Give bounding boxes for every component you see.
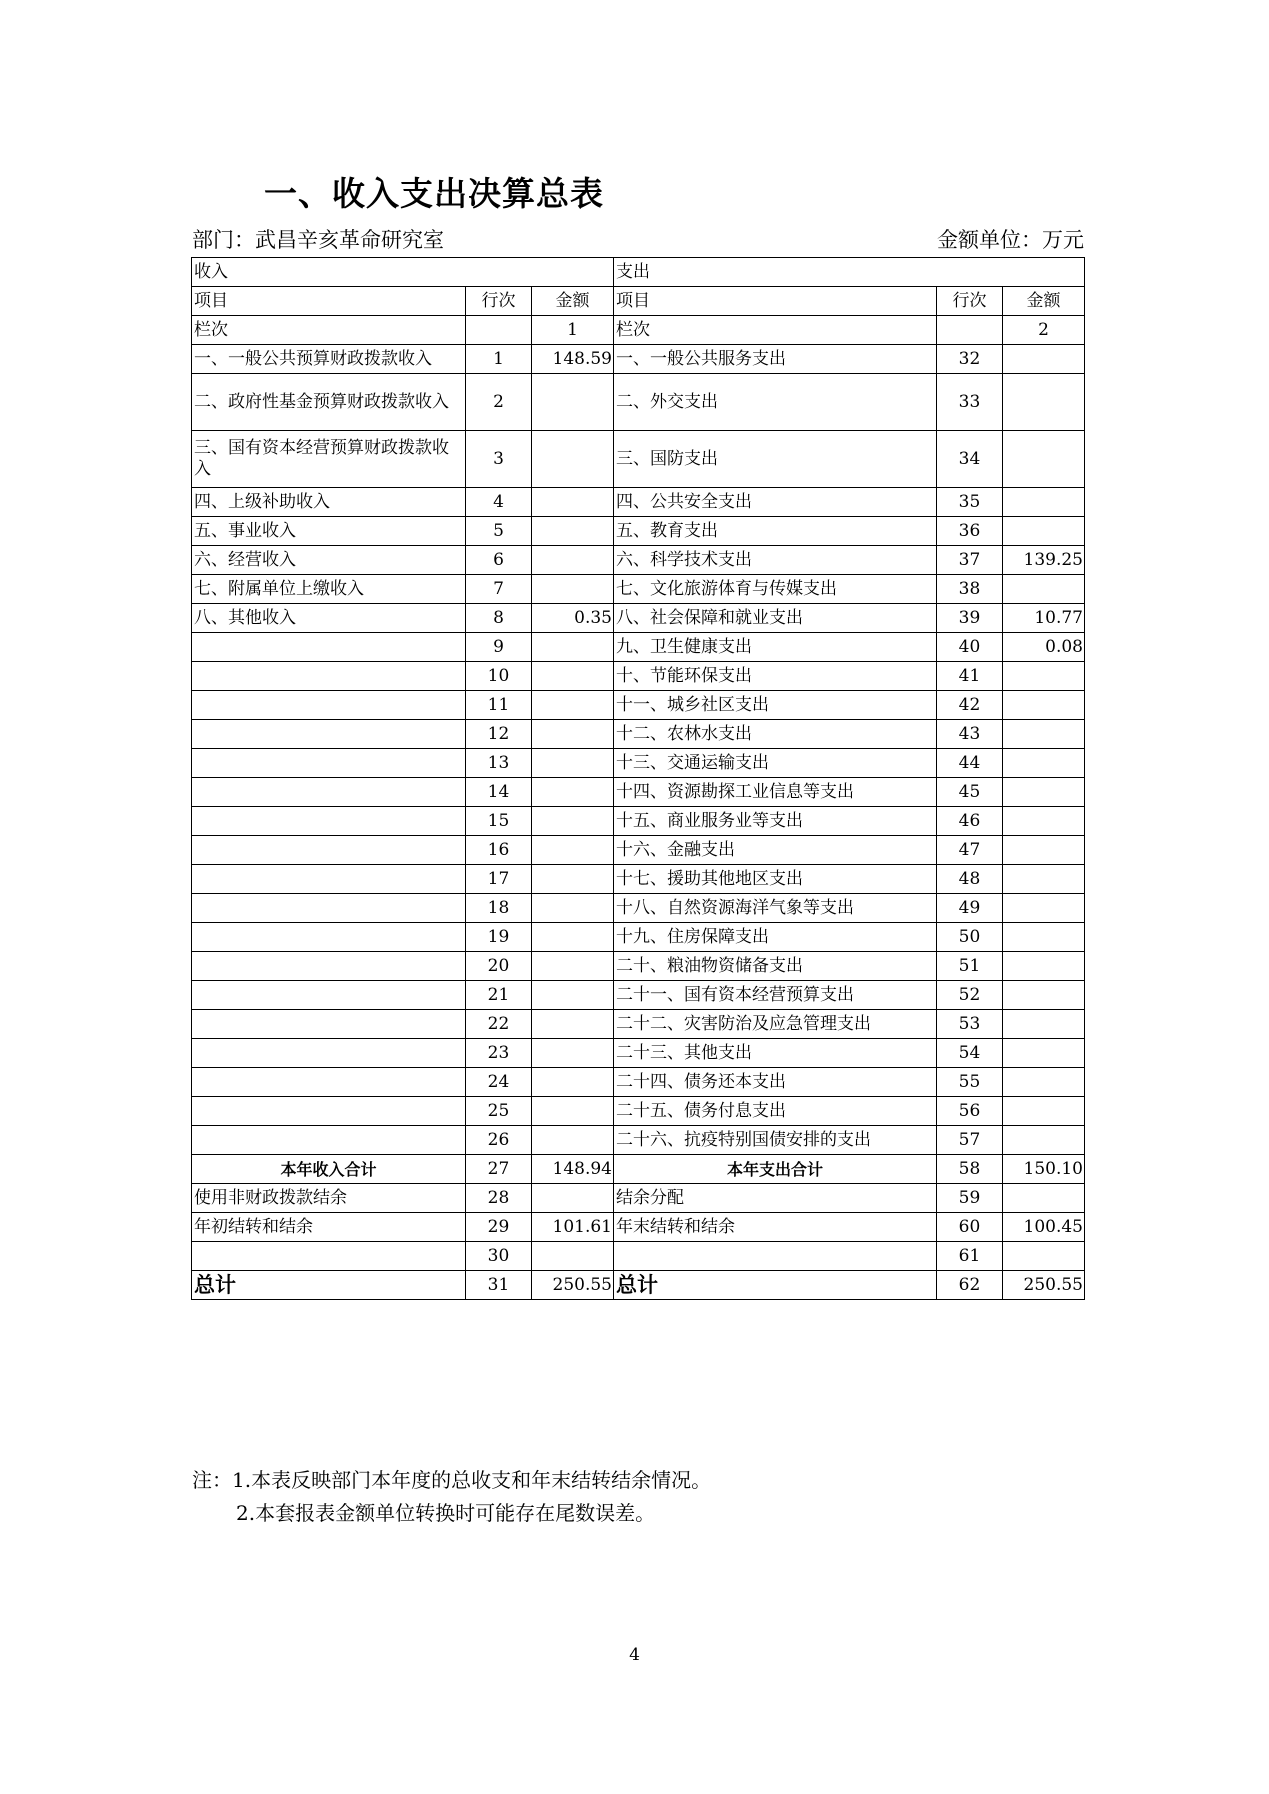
expense-amount-cell (1003, 894, 1085, 923)
expense-lanci-blank (937, 316, 1003, 345)
expense-row-no-cell: 59 (937, 1184, 1003, 1213)
table-row (192, 691, 1085, 720)
income-amount-cell (532, 981, 614, 1010)
lanci-row (192, 316, 1085, 345)
income-lanci-blank (466, 316, 532, 345)
expense-row-no-cell: 53 (937, 1010, 1003, 1039)
income-amount-cell (532, 488, 614, 517)
income-amount-cell (532, 662, 614, 691)
income-row-no-cell: 14 (466, 778, 532, 807)
expense-lanci-label: 栏次 (614, 316, 937, 345)
table-row (192, 1039, 1085, 1068)
table-row (192, 1271, 1085, 1300)
table-row (192, 1155, 1085, 1184)
expense-amount-cell (1003, 691, 1085, 720)
expense-item-cell: 二十四、债务还本支出 (614, 1068, 937, 1097)
income-item-cell (192, 633, 466, 662)
table-row (192, 488, 1085, 517)
expense-amount-cell (1003, 1039, 1085, 1068)
expense-amount-cell (1003, 488, 1085, 517)
income-row-no-cell: 10 (466, 662, 532, 691)
income-item-cell: 一、一般公共预算财政拨款收入 (192, 345, 466, 374)
income-amount-cell (532, 749, 614, 778)
expense-row-no-cell: 33 (937, 374, 1003, 431)
table-row (192, 1068, 1085, 1097)
expense-row-no-cell: 47 (937, 836, 1003, 865)
table-row (192, 345, 1085, 374)
expense-amount-cell (1003, 865, 1085, 894)
income-amount-cell (532, 836, 614, 865)
income-item-cell (192, 749, 466, 778)
expense-item-cell: 七、文化旅游体育与传媒支出 (614, 575, 937, 604)
expense-amount-cell (1003, 720, 1085, 749)
income-row-no-cell: 13 (466, 749, 532, 778)
column-header-row (192, 287, 1085, 316)
income-amount-cell: 101.61 (532, 1213, 614, 1242)
income-row-no-cell: 17 (466, 865, 532, 894)
income-item-cell (192, 865, 466, 894)
expense-item-cell: 二、外交支出 (614, 374, 937, 431)
income-row-no-cell: 15 (466, 807, 532, 836)
income-item-cell (192, 894, 466, 923)
income-row-no-cell: 2 (466, 374, 532, 431)
income-amount-cell (532, 865, 614, 894)
expense-amount-cell (1003, 1010, 1085, 1039)
income-amount-cell (532, 546, 614, 575)
income-amount-cell (532, 633, 614, 662)
table-row (192, 1010, 1085, 1039)
income-row-no-cell: 12 (466, 720, 532, 749)
expense-amount-cell (1003, 1097, 1085, 1126)
expense-item-cell: 二十、粮油物资储备支出 (614, 952, 937, 981)
income-amount-cell (532, 1097, 614, 1126)
table-row (192, 836, 1085, 865)
table-row (192, 1097, 1085, 1126)
income-item-cell: 七、附属单位上缴收入 (192, 575, 466, 604)
income-item-cell: 本年收入合计 (192, 1155, 466, 1184)
income-item-cell: 使用非财政拨款结余 (192, 1184, 466, 1213)
income-item-cell (192, 662, 466, 691)
income-item-cell (192, 981, 466, 1010)
expense-item-cell: 二十三、其他支出 (614, 1039, 937, 1068)
income-amount-cell: 148.59 (532, 345, 614, 374)
expense-row-no-cell: 42 (937, 691, 1003, 720)
expense-item-cell: 二十一、国有资本经营预算支出 (614, 981, 937, 1010)
section-header-row (192, 258, 1085, 287)
expense-row-no-cell: 39 (937, 604, 1003, 633)
department-label: 部门：武昌辛亥革命研究室 (192, 228, 444, 252)
income-row-no-cell: 1 (466, 345, 532, 374)
income-row-no-cell: 3 (466, 431, 532, 488)
expense-row-no-cell: 46 (937, 807, 1003, 836)
income-row-no-cell: 4 (466, 488, 532, 517)
expense-item-cell: 九、卫生健康支出 (614, 633, 937, 662)
income-amount-cell: 0.35 (532, 604, 614, 633)
expense-item-cell (614, 1242, 937, 1271)
income-item-cell (192, 1039, 466, 1068)
expense-col-no: 2 (1003, 316, 1085, 345)
income-item-cell (192, 1097, 466, 1126)
income-amount-cell (532, 1010, 614, 1039)
expense-row-no-cell: 49 (937, 894, 1003, 923)
expense-item-cell: 二十五、债务付息支出 (614, 1097, 937, 1126)
expense-amount-cell (1003, 778, 1085, 807)
table-row (192, 633, 1085, 662)
table-row (192, 778, 1085, 807)
expense-row-no-cell: 61 (937, 1242, 1003, 1271)
income-amount-cell (532, 923, 614, 952)
table-row (192, 865, 1085, 894)
table-row (192, 923, 1085, 952)
expense-amount-cell: 139.25 (1003, 546, 1085, 575)
income-amount-cell (532, 575, 614, 604)
expense-item-cell: 五、教育支出 (614, 517, 937, 546)
income-item-cell: 四、上级补助收入 (192, 488, 466, 517)
expense-row-no-cell: 32 (937, 345, 1003, 374)
table-row (192, 1242, 1085, 1271)
income-amount-cell (532, 1242, 614, 1271)
expense-row-no-cell: 44 (937, 749, 1003, 778)
income-amount-cell (532, 807, 614, 836)
income-amount-cell (532, 778, 614, 807)
expense-item-cell: 十九、住房保障支出 (614, 923, 937, 952)
income-amount-cell (532, 720, 614, 749)
expense-amount-cell (1003, 749, 1085, 778)
table-row (192, 431, 1085, 488)
expense-row-no-cell: 34 (937, 431, 1003, 488)
expense-item-cell: 二十六、抗疫特别国债安排的支出 (614, 1126, 937, 1155)
income-row-no-cell: 29 (466, 1213, 532, 1242)
income-item-cell (192, 923, 466, 952)
income-row-no-cell: 31 (466, 1271, 532, 1300)
expense-amount-cell (1003, 1184, 1085, 1213)
expense-amount-cell (1003, 575, 1085, 604)
expense-item-cell: 十、节能环保支出 (614, 662, 937, 691)
income-row-no-cell: 19 (466, 923, 532, 952)
expense-item-cell: 结余分配 (614, 1184, 937, 1213)
expense-row-no-cell: 56 (937, 1097, 1003, 1126)
expense-row-no-cell: 41 (937, 662, 1003, 691)
table-row (192, 575, 1085, 604)
expense-amount-cell: 150.10 (1003, 1155, 1085, 1184)
income-item-cell (192, 1242, 466, 1271)
expense-amount-cell (1003, 807, 1085, 836)
expense-amount-cell (1003, 981, 1085, 1010)
income-amount-cell (532, 1184, 614, 1213)
income-item-cell: 二、政府性基金预算财政拨款收入 (192, 374, 466, 431)
income-amount-header: 金额 (532, 287, 614, 316)
expense-amount-cell (1003, 836, 1085, 865)
expense-row-no-cell: 38 (937, 575, 1003, 604)
income-row-no-cell: 25 (466, 1097, 532, 1126)
income-row-no-cell: 24 (466, 1068, 532, 1097)
income-row-no-cell: 6 (466, 546, 532, 575)
expense-amount-cell (1003, 374, 1085, 431)
income-item-cell (192, 1068, 466, 1097)
income-row-no-cell: 21 (466, 981, 532, 1010)
table-row (192, 807, 1085, 836)
expense-item-cell: 四、公共安全支出 (614, 488, 937, 517)
income-row-no-cell: 23 (466, 1039, 532, 1068)
income-item-cell (192, 1126, 466, 1155)
expense-row-no-cell: 35 (937, 488, 1003, 517)
income-amount-cell (532, 1068, 614, 1097)
income-row-no-cell: 8 (466, 604, 532, 633)
expense-item-cell: 八、社会保障和就业支出 (614, 604, 937, 633)
income-row-no-cell: 7 (466, 575, 532, 604)
income-item-cell: 年初结转和结余 (192, 1213, 466, 1242)
income-amount-cell (532, 952, 614, 981)
expense-row-no-cell: 52 (937, 981, 1003, 1010)
income-amount-cell (532, 691, 614, 720)
expense-amount-cell (1003, 345, 1085, 374)
income-row-no-cell: 22 (466, 1010, 532, 1039)
budget-table (191, 257, 1085, 1300)
income-row-no-cell: 28 (466, 1184, 532, 1213)
expense-item-cell: 本年支出合计 (614, 1155, 937, 1184)
note-2: 2.本套报表金额单位转换时可能存在尾数误差。 (236, 1501, 656, 1525)
income-item-cell (192, 691, 466, 720)
expense-amount-cell: 0.08 (1003, 633, 1085, 662)
expense-amount-cell (1003, 952, 1085, 981)
expense-row-no-cell: 37 (937, 546, 1003, 575)
expense-row-no-cell: 50 (937, 923, 1003, 952)
income-item-cell: 总计 (192, 1271, 466, 1300)
expense-amount-cell (1003, 1242, 1085, 1271)
expense-row-no-cell: 62 (937, 1271, 1003, 1300)
expense-item-cell: 十六、金融支出 (614, 836, 937, 865)
table-row (192, 1213, 1085, 1242)
table-row (192, 1184, 1085, 1213)
table-row (192, 1126, 1085, 1155)
income-row-no-cell: 27 (466, 1155, 532, 1184)
expense-row-no-cell: 57 (937, 1126, 1003, 1155)
expense-item-cell: 十一、城乡社区支出 (614, 691, 937, 720)
table-row (192, 981, 1085, 1010)
expense-row-header: 行次 (937, 287, 1003, 316)
note-1: 注：1.本表反映部门本年度的总收支和年末结转结余情况。 (192, 1468, 712, 1492)
expense-amount-cell (1003, 1068, 1085, 1097)
table-row (192, 952, 1085, 981)
expense-row-no-cell: 45 (937, 778, 1003, 807)
income-section-label: 收入 (192, 258, 614, 287)
income-amount-cell (532, 517, 614, 546)
expense-item-cell: 一、一般公共服务支出 (614, 345, 937, 374)
income-col-no: 1 (532, 316, 614, 345)
expense-item-cell: 六、科学技术支出 (614, 546, 937, 575)
expense-item-cell: 二十二、灾害防治及应急管理支出 (614, 1010, 937, 1039)
page-title: 一、收入支出决算总表 (264, 174, 604, 213)
expense-amount-cell: 250.55 (1003, 1271, 1085, 1300)
income-row-no-cell: 20 (466, 952, 532, 981)
table-row (192, 374, 1085, 431)
income-row-no-cell: 11 (466, 691, 532, 720)
expense-section-label: 支出 (614, 258, 1085, 287)
income-amount-cell (532, 894, 614, 923)
table-row (192, 749, 1085, 778)
table-row (192, 662, 1085, 691)
income-item-cell (192, 778, 466, 807)
expense-row-no-cell: 43 (937, 720, 1003, 749)
expense-row-no-cell: 36 (937, 517, 1003, 546)
income-item-cell (192, 807, 466, 836)
expense-item-cell: 三、国防支出 (614, 431, 937, 488)
income-item-cell (192, 836, 466, 865)
page-number: 4 (629, 1645, 640, 1665)
income-item-cell: 六、经营收入 (192, 546, 466, 575)
income-row-no-cell: 30 (466, 1242, 532, 1271)
expense-row-no-cell: 40 (937, 633, 1003, 662)
expense-amount-cell (1003, 517, 1085, 546)
expense-amount-cell: 100.45 (1003, 1213, 1085, 1242)
expense-item-cell: 十三、交通运输支出 (614, 749, 937, 778)
expense-item-cell: 十七、援助其他地区支出 (614, 865, 937, 894)
expense-amount-cell (1003, 662, 1085, 691)
expense-amount-header: 金额 (1003, 287, 1085, 316)
income-row-no-cell: 5 (466, 517, 532, 546)
expense-item-cell: 十五、商业服务业等支出 (614, 807, 937, 836)
income-row-header: 行次 (466, 287, 532, 316)
income-item-cell: 三、国有资本经营预算财政拨款收入 (192, 431, 466, 488)
table-row (192, 604, 1085, 633)
income-amount-cell (532, 1126, 614, 1155)
income-amount-cell (532, 1039, 614, 1068)
table-row (192, 894, 1085, 923)
income-item-cell: 八、其他收入 (192, 604, 466, 633)
income-item-cell (192, 1010, 466, 1039)
table-row (192, 720, 1085, 749)
income-item-header: 项目 (192, 287, 466, 316)
notes (192, 1464, 711, 1530)
expense-item-cell: 十二、农林水支出 (614, 720, 937, 749)
expense-row-no-cell: 51 (937, 952, 1003, 981)
unit-label: 金额单位：万元 (937, 228, 1084, 252)
income-row-no-cell: 9 (466, 633, 532, 662)
expense-item-header: 项目 (614, 287, 937, 316)
income-lanci-label: 栏次 (192, 316, 466, 345)
income-item-cell (192, 720, 466, 749)
expense-item-cell: 十八、自然资源海洋气象等支出 (614, 894, 937, 923)
income-row-no-cell: 18 (466, 894, 532, 923)
income-item-cell: 五、事业收入 (192, 517, 466, 546)
table-row (192, 517, 1085, 546)
expense-amount-cell (1003, 923, 1085, 952)
expense-item-cell: 年末结转和结余 (614, 1213, 937, 1242)
income-amount-cell: 250.55 (532, 1271, 614, 1300)
expense-row-no-cell: 58 (937, 1155, 1003, 1184)
expense-amount-cell (1003, 1126, 1085, 1155)
income-row-no-cell: 26 (466, 1126, 532, 1155)
income-amount-cell (532, 431, 614, 488)
expense-row-no-cell: 54 (937, 1039, 1003, 1068)
expense-amount-cell (1003, 431, 1085, 488)
expense-item-cell: 十四、资源勘探工业信息等支出 (614, 778, 937, 807)
income-amount-cell: 148.94 (532, 1155, 614, 1184)
expense-row-no-cell: 48 (937, 865, 1003, 894)
expense-amount-cell: 10.77 (1003, 604, 1085, 633)
expense-row-no-cell: 55 (937, 1068, 1003, 1097)
expense-row-no-cell: 60 (937, 1213, 1003, 1242)
expense-item-cell: 总计 (614, 1271, 937, 1300)
income-item-cell (192, 952, 466, 981)
income-row-no-cell: 16 (466, 836, 532, 865)
income-amount-cell (532, 374, 614, 431)
table-row (192, 546, 1085, 575)
